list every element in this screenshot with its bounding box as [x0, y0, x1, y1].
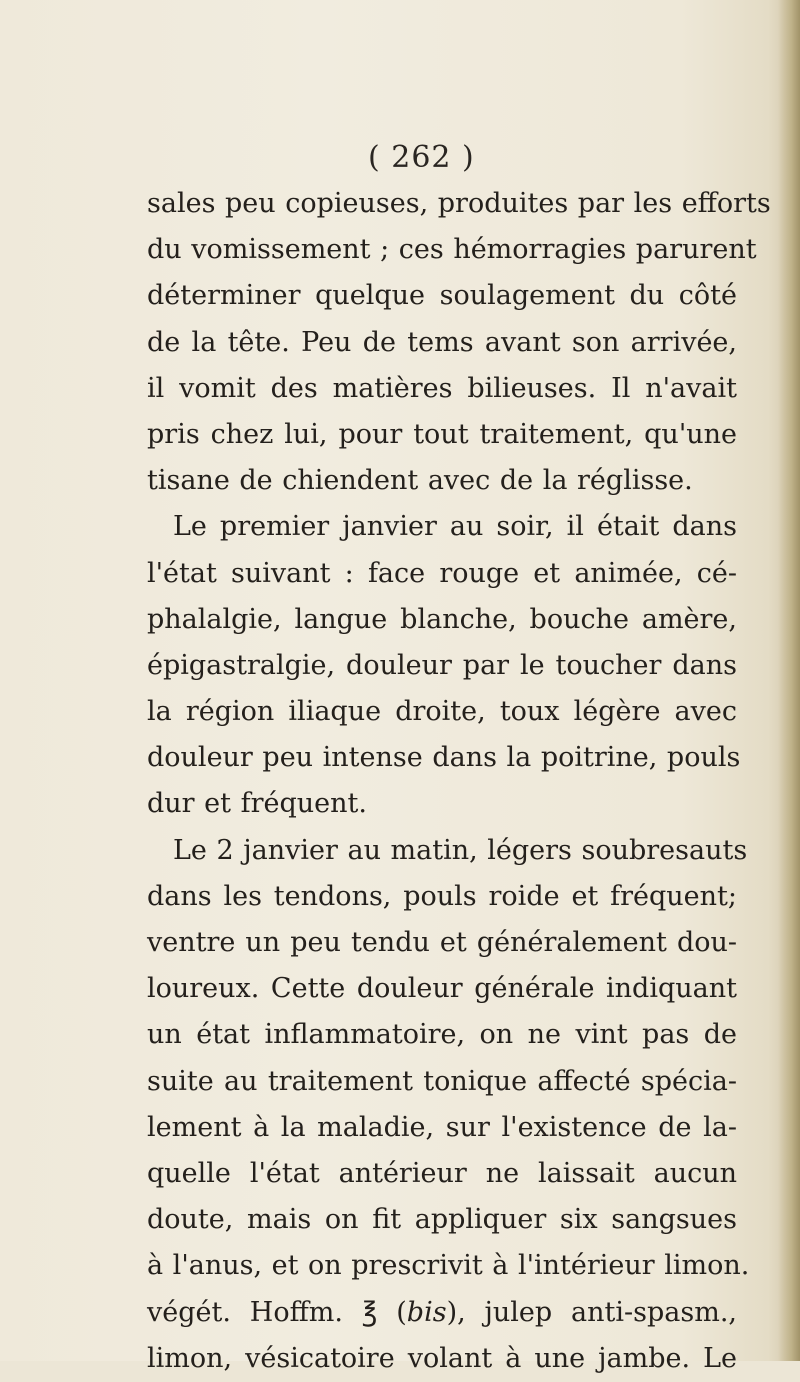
text-line: du vomissement ; ces hémorragies parurent	[147, 234, 757, 266]
text-line: sales peu copieuses, produites par les efforts	[147, 188, 771, 219]
text-line: suite au traitement tonique affecté spécia-	[147, 1065, 737, 1097]
text-line: douleur peu intense dans la poitrine, pouls	[147, 742, 741, 774]
text-line: loureux. Cette douleur générale indiquant	[147, 973, 737, 1005]
text-line: l'état suivant : face rouge et animée, cé-	[147, 557, 737, 589]
text-line: Le 2 janvier au matin, légers soubresauts	[173, 834, 748, 866]
body-text	[147, 181, 771, 1382]
text-line: un état inflammatoire, on ne vint pas de	[147, 1019, 737, 1051]
text-line: la région iliaque droite, toux légère avec	[147, 696, 737, 728]
text-line: quelle l'état antérieur ne laissait aucun	[147, 1157, 737, 1189]
text-line: végét. Hoffm. ℥ (bis), julep anti-spasm.,	[147, 1296, 737, 1328]
text-line: Le premier janvier au soir, il était dans	[173, 511, 737, 543]
text-line: déterminer quelque soulagement du côté	[147, 280, 737, 312]
text-line: doute, mais on fit appliquer six sangsues	[147, 1204, 737, 1236]
text-line: il vomit des matières bilieuses. Il n'avait	[147, 372, 737, 404]
text-line: dur et fréquent.	[147, 788, 367, 820]
text-line: de la tête. Peu de tems avant son arrivée,	[147, 326, 737, 358]
text-line: épigastralgie, douleur par le toucher dans	[147, 649, 737, 681]
text-line: pris chez lui, pour tout traitement, qu'une	[147, 418, 737, 450]
text-line: ventre un peu tendu et généralement dou-	[147, 927, 737, 958]
text-line: limon, vésicatoire volant à une jambe. Le	[147, 1342, 737, 1374]
text-line: lement à la maladie, sur l'existence de la-	[147, 1111, 737, 1143]
text-line: tisane de chiendent avec de la réglisse.	[147, 465, 693, 497]
text-line: dans les tendons, pouls roide et fréquent;	[147, 880, 737, 912]
text-line: phalalgie, langue blanche, bouche amère,	[147, 603, 737, 635]
text-line: à l'anus, et on prescrivit à l'intérieur limon.	[147, 1250, 750, 1282]
page-number: ( 262 )	[368, 140, 475, 175]
page-edge-shadow	[778, 0, 800, 1361]
